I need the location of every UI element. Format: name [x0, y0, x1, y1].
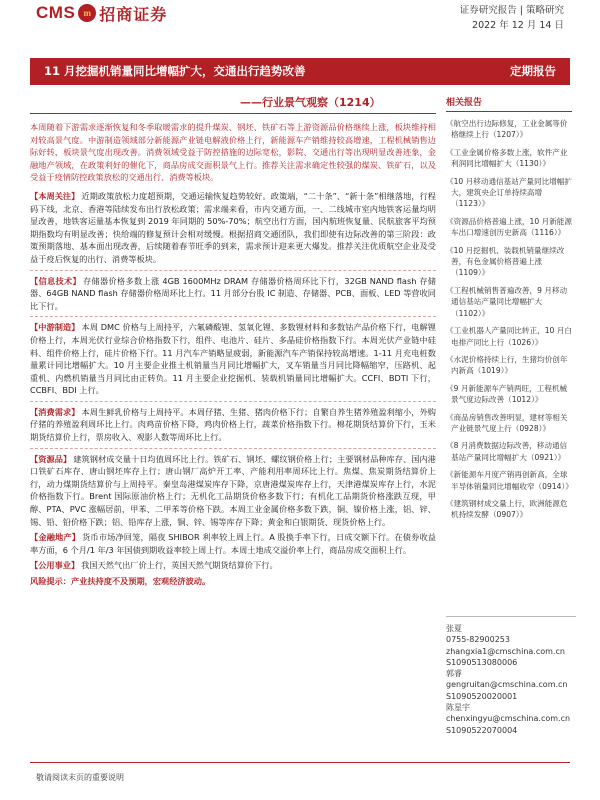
section-text: 建筑钢材成交量十日均值周环比上行。铁矿石、钢坯、螺纹钢价格上行；主要钢材品种库存、国内港口铁矿石库存、唐山钢坯库存上行；唐山钢厂高炉开工率、产能利用率周环比上行。焦煤、焦炭期货结算价上行，动力煤期货结算价与上周持平。秦皇岛港煤炭库存下降，京唐港煤炭库存上行，天津港煤炭库存上行，水泥价格指数下行。Brent 国际原油价格上行；无机化工品期货价格多数下行；有机化工品期货价格涨跌互现，甲醇、PTA、PVC 涨幅居前，甲苯、二甲苯等价格下跌。本周工业金属价格多数下跌，铜、镍价格上涨，铝、锌、锡、铅、铅价格下跌；铝、铅库存上涨，铜、锌、锡等库存下降；黄金和白银期货、现货价格上行。 [30, 453, 436, 527]
related-report-link[interactable]: 《商品房销售改善明显，建材等相关产业链景气度上行（0928）》 [446, 412, 568, 433]
divider [30, 270, 436, 271]
related-report-link[interactable]: 《航空出行边际修复，工业金属等价格继续上行（1207）》 [446, 119, 568, 140]
report-date: 2022 年 12 月 14 日 [472, 20, 564, 31]
related-report-link[interactable]: 《新能源车月度产销再创新高，全球半导体销量同比增幅收窄（0914）》 [446, 470, 573, 491]
footer-note: 敬请阅读末页的重要说明 [36, 773, 124, 782]
section-it [30, 275, 436, 313]
divider [30, 762, 570, 763]
document-type: 证券研究报告 | 策略研究 [459, 5, 564, 16]
analyst-info [446, 613, 576, 736]
related-reports [446, 95, 572, 527]
page-header [0, 0, 600, 40]
section-text: 近期政策放松力度超预期，交通运输恢复趋势较好。政策端，“二十条”、“新十条”相继落地，行程码下线，北京、香港等陆续发布出行放松政策；需求端来看，市内交通方面，一、二线城市室内地铁客运量均明显改善，地铁客运量基本恢复到 2019 年同期的 50%-70%；航空出行方面，国内航班恢复量、民航旅客平均预期指数均有明显改善；快给端的修复预计会相对缓慢。根据招商交通团队，我们即使有边际改善的第三阶段：政策预期落地、基本面出现改善，后续随着春节旺季的到来，需求预计迎来更大爆发。推荐关注优质航空企业及受益于疫后恢复的出行、消费等板块。 [30, 190, 436, 264]
abstract: 本周随着下游需求逐渐恢复和冬季取暖需求的提升煤炭、钢坯、铁矿石等上游资源品价格继续上涨，板块维持相对较高景气度。中游制造领域部分新能源产业链电解液价格上行，新能源车产销维持较高增速，工程机械销售边际好转，板块景气度出现改善。消费领域受益于防控措施的边际宽松，影院、交通出行等出现明显改善迹象，金融地产领域，在政策利好的催化下，商品房成交面积景气上行。推荐关注需求确定性较强的煤炭、铁矿石，以及受益于疫情防控政策放松的交通出行、消费等板块。 [30, 122, 436, 183]
related-report-link[interactable]: 《工业金属价格多数上涨，软件产业利润同比增幅扩大（1130）》 [446, 147, 568, 169]
cms-logo [36, 2, 167, 24]
section-text: 我国天然气出厂价上行，英国天然气期货结算价下行。 [81, 560, 278, 571]
analyst-cert: S1090513080006 [446, 657, 518, 667]
report-title: 11 月挖掘机销量同比增幅扩大，交通出行趋势改善 [44, 64, 306, 78]
divider [30, 316, 436, 317]
section-tag: 【金融地产】 [30, 532, 81, 543]
analyst-cert: S1090520020001 [446, 691, 518, 701]
related-report-link[interactable]: 《工程机械销售普遍改善，9 月移动通信基站产量同比增幅扩大（1102）》 [446, 285, 568, 318]
analyst-email[interactable]: zhangxia1@cmschina.com.cn [446, 646, 565, 656]
analyst-name: 陈星宇 [446, 703, 470, 713]
section-tag: 【本周关注】 [30, 190, 80, 201]
report-type: 定期报告 [510, 64, 556, 78]
section-text: 货币市场净回笼，隔夜 SHIBOR 利率较上周上行。A 股换手率下行，日成交额下行。在债券收益率方面，6 个月/1 年/3 年国债到期收益率较上周上行。本周土地成交溢价率上行，商品房成交面积上行。 [30, 532, 436, 555]
related-report-link[interactable]: 《水泥价格持续上行，生猪均价创年内新高（1019）》 [446, 354, 568, 376]
section-tag: 【资源品】 [30, 453, 72, 464]
divider [30, 401, 436, 402]
section-text: 本周生鲜乳价格与上周持平。本周仔猪、生猪、猪肉价格下行；自繁自养生猪养殖盈利缩小，外购仔猪的养殖盈利周环比上行。肉鸡苗价格下降，鸡肉价格上行，蔬菜价格指数下行。棉花期货结算价下行，玉米期货结算价上行，票房收入、观影人数等周环比上行。 [30, 406, 436, 443]
divider [30, 113, 436, 114]
section-resources [30, 453, 436, 529]
title-bar [30, 58, 570, 85]
risk-warning: 风险提示：产业扶持度不及预期，宏观经济波动。 [30, 576, 211, 586]
analyst-phone: 0755-82900253 [446, 635, 510, 645]
section-finance [30, 531, 436, 556]
section-utilities [30, 559, 436, 572]
section-midstream [30, 321, 436, 397]
analyst-name: 张夏 [446, 624, 462, 633]
section-text: 本周 DMC 价格与上周持平，六氟磷酸锂、氢氧化锂、多数锂材料和多数钴产品价格下行，电解锂价格上行，本周光伏行业综合价格指数下行，组件、电池片、硅片、多晶硅价格指数下行。本周光伏产业链中硅料、组件价格上行，硅片价格下行。11 月汽车产销略显疲弱，新能源汽车产销保持较高增速。1-11 月充电桩数量累计同比增幅扩大。10 月主要企业推土机销量当月同比增幅扩大，叉车销量当月同比降幅缩窄，压路机、起重机、内燃机销量当月同比由正转负。11 月主要企业挖掘机、装载机销量同比增幅扩大。CCFI、BDTI 下行，CCBFI、BDI 上行。 [30, 322, 436, 396]
related-report-link[interactable]: 《10 月移动通信基站产量同比增幅扩大，建筑央企订单持续高增（1123）》 [446, 176, 572, 209]
related-report-link[interactable]: 《工业机器人产量同比转正，10 月白电排产同比上行（1026）》 [446, 326, 572, 347]
logo-chinese: 招商证券 [99, 4, 168, 24]
divider [30, 448, 436, 449]
related-reports-heading: 相关报告 [446, 95, 572, 112]
related-report-link[interactable]: 《8 月消费数据边际改善，移动通信基站产量同比增幅扩大（0921）》 [446, 441, 568, 462]
section-focus [30, 190, 436, 266]
related-report-link[interactable]: 《9 月新能源车产销两旺，工程机械景气度边际改善（1012）》 [446, 383, 568, 405]
divider [446, 616, 576, 617]
logo-badge-icon: m [78, 4, 96, 22]
related-report-link[interactable]: 《建筑钢材成交量上行，欧洲能源危机持续发酵（0907）》 [446, 498, 568, 520]
section-tag: 【中游制造】 [30, 322, 80, 333]
analyst-name: 郭睿 [446, 669, 462, 679]
section-tag: 【信息技术】 [30, 275, 81, 286]
section-consumption [30, 406, 436, 444]
section-tag: 【公用事业】 [30, 560, 80, 571]
analyst-email[interactable]: chenxingyu@cmschina.com.cn [446, 714, 571, 724]
main-content [30, 121, 436, 751]
section-tag: 【消费需求】 [30, 406, 80, 417]
series-title: ——行业景气观察（1214） [240, 96, 381, 109]
related-report-link[interactable]: 《10 月挖掘机、装载机销量继续改善，有色金属价格普遍上涨（1109）》 [446, 245, 565, 278]
logo-latin: CMS [36, 3, 76, 22]
related-report-link[interactable]: 《资源品价格普遍上涨，10 月新能源车出口增速创历史新高（1116）》 [446, 216, 572, 238]
analyst-cert: S1090522070004 [446, 725, 518, 735]
section-text: 存储器价格多数上涨 4GB 1600MHz DRAM 存储器价格周环比下行，32GB NAND flash 存储器、64GB NAND flash 存储器价格周环比上行。11 月部分台股 IC 制造、存储器、PCB、面板、LED 等营收同比下行。 [30, 275, 436, 311]
analyst-email[interactable]: gengruitan@cmschina.com.cn [446, 680, 568, 690]
